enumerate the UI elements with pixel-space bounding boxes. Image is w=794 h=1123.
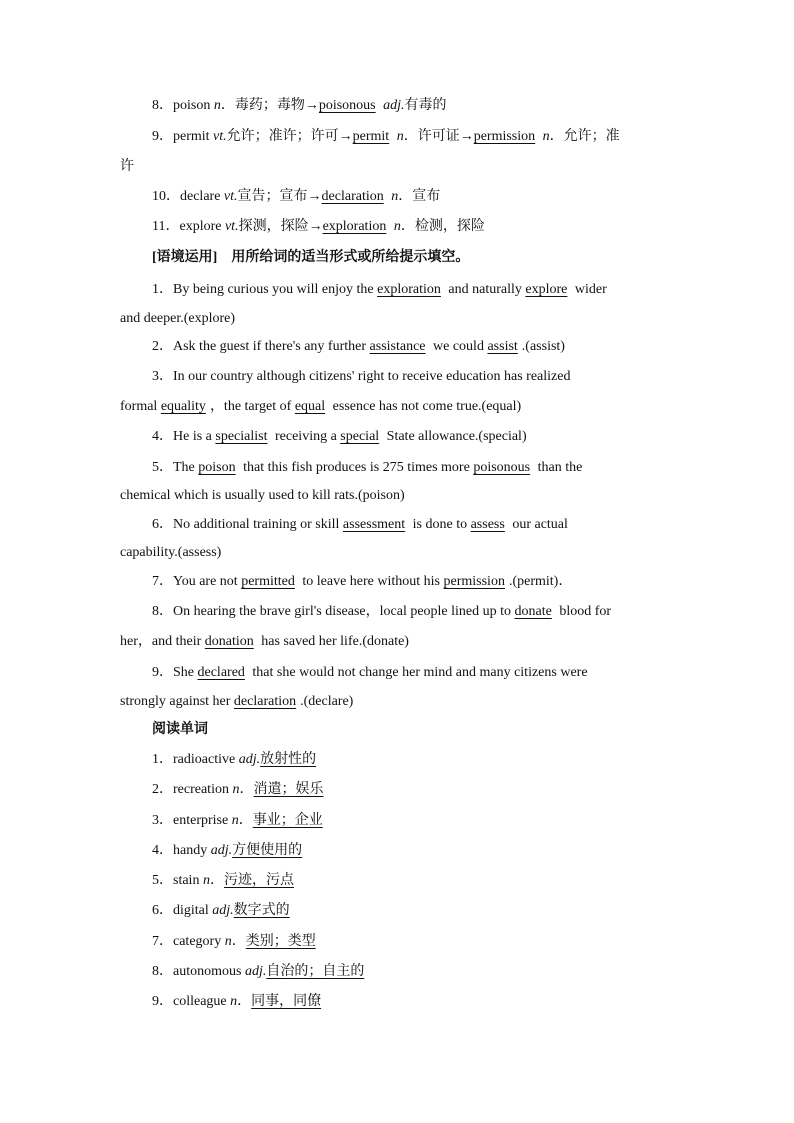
reading-word-line [152,932,320,952]
text-segment: blood for [555,604,612,619]
text-segment: ．检测，探险 [400,219,485,234]
text-segment: 许 [120,159,134,174]
answer-blank-text: assist [487,339,518,354]
answer-blank-text: assessment [342,517,406,532]
text-segment: State allowance.(special) [383,429,527,444]
text-segment: 1．By being curious you will enjoy the [152,282,378,297]
text-segment: 6．No additional training or skill [152,517,343,532]
exercise-line [152,280,607,300]
text-segment: strongly against her [120,694,234,709]
answer-blank-text: poisonous [473,460,531,475]
text-segment: ．宣布 [398,189,441,204]
part-of-speech-label: n [393,219,401,234]
reading-word-line [152,962,368,982]
exercise-line [152,572,572,592]
vocab-line [152,187,440,207]
exercise-line-continuation [120,692,353,712]
text-segment: 1．radioactive [152,752,239,767]
part-of-speech-label: adj. [212,903,234,918]
exercise-line [152,427,527,447]
part-of-speech-label: n [213,98,221,113]
answer-blank-text: permit [352,129,390,144]
text-segment: 9．She [152,665,198,680]
answer-blank-text: poison [198,460,236,475]
reading-word-line [152,901,294,921]
vocab-line-continuation [120,157,134,177]
text-segment: 3．In our country although citizens' right to receive education has realized [152,369,571,384]
answer-blank-text: 污迹，污点 [223,873,294,888]
answer-blank-text: permission [473,129,536,144]
text-segment: 8．poison [152,98,214,113]
part-of-speech-label: n [391,189,399,204]
vocab-line [152,96,447,116]
text-segment: 5．The [152,460,199,475]
text-segment: 11．explore [152,219,225,234]
text-segment: that this fish produces is 275 times more [239,460,474,475]
text-segment: 5．stain [152,873,203,888]
exercise-line [152,515,568,535]
text-segment: 9．colleague [152,994,231,1009]
reading-word-line [152,780,327,800]
text-segment: ．许可证→ [403,129,474,144]
section-heading-context: [语境运用] 用所给词的适当形式或所给提示填空。 [152,250,470,265]
exercise-line-continuation [120,543,221,563]
answer-blank-text: exploration [322,219,387,234]
text-segment: ． [239,782,254,797]
text-segment: essence has not come true.(equal) [329,399,522,414]
section-heading-reading: 阅读单词 [152,722,208,737]
text-segment: ．毒药；毒物→ [220,98,319,113]
text-segment: 有毒的 [404,98,447,113]
text-segment: 探测，探险→ [238,219,323,234]
answer-blank-text: special [340,429,380,444]
text-segment: chemical which is usually used to kill rats.(poison) [120,488,405,503]
text-segment: ，the target of [209,399,295,414]
text-segment: ． [231,934,246,949]
part-of-speech-label: vt. [223,189,238,204]
answer-blank-text: specialist [215,429,268,444]
answer-blank-text: explore [525,282,568,297]
answer-blank-text: donate [514,604,552,619]
text-segment: and deeper.(explore) [120,311,236,326]
text-segment: that she would not change her mind and many citizens were [248,665,588,680]
text-segment: 2．Ask the guest if there's any further [152,339,370,354]
reading-word-line [152,750,320,770]
answer-blank-text: exploration [377,282,441,297]
text-segment: 4．handy [152,843,211,858]
text-segment: 8．autonomous [152,964,245,979]
part-of-speech-label: adj. [210,843,233,858]
text-segment: to leave here without his [298,574,444,589]
text-segment: ． [209,873,224,888]
answer-blank-text: declaration [321,189,384,204]
part-of-speech-label: n [396,129,404,144]
text-segment: ． [237,994,252,1009]
exercise-line [152,367,570,387]
answer-blank-text: 同事，同僚 [251,994,322,1009]
exercise-line-continuation [120,397,521,417]
answer-blank-text: assistance [369,339,426,354]
text-segment: capability.(assess) [120,545,222,560]
text-segment: ． [238,813,253,828]
text-segment: 宣告；宣布→ [237,189,322,204]
vocab-line [152,217,485,237]
answer-blank-text: donation [204,634,254,649]
text-segment: 6．digital [152,903,213,918]
exercise-line-continuation [120,486,405,506]
answer-blank-text: declared [197,665,245,680]
text-segment: 4．He is a [152,429,216,444]
part-of-speech-label: adj. [383,98,405,113]
text-segment: 3．enterprise [152,813,232,828]
answer-blank-text: equality [160,399,206,414]
text-segment: we could [429,339,488,354]
text-segment: has saved her life.(donate) [257,634,409,649]
answer-blank-text: declaration [233,694,297,709]
text-segment: .(declare) [300,694,354,709]
part-of-speech-label: adj. [238,752,261,767]
text-segment: 2．recreation [152,782,233,797]
part-of-speech-label: n [202,873,210,888]
answer-blank-text: assess [470,517,505,532]
exercise-line [152,663,588,683]
text-segment: .(permit)． [508,574,573,589]
part-of-speech-label: n [230,994,238,1009]
part-of-speech-label: n [232,782,240,797]
answer-blank-text: 消遣；娱乐 [253,782,324,797]
answer-blank-text: 事业；企业 [252,813,323,828]
exercise-line [152,602,611,622]
reading-word-line [152,811,327,831]
text-segment: 10．declare [152,189,224,204]
text-segment: .(assist) [521,339,565,354]
part-of-speech-label: vt. [224,219,239,234]
answer-blank-text: poisonous [318,98,376,113]
text-segment: is done to [409,517,471,532]
text-segment: receiving a [271,429,341,444]
answer-blank-text: 数字式的 [233,903,290,918]
answer-blank-text: 类别；类型 [245,934,316,949]
answer-blank-text: 自治的；自主的 [266,964,365,979]
text-segment: 9．permit [152,129,214,144]
text-segment: wider [571,282,607,297]
text-segment: 7．You are not [152,574,242,589]
reading-word-line [152,841,306,861]
part-of-speech-label: n [224,934,232,949]
text-segment: 7．category [152,934,225,949]
exercise-line-continuation [120,309,235,329]
answer-blank-text: equal [294,399,326,414]
reading-word-line [152,871,298,891]
exercise-line [152,458,582,478]
text-segment: 允许；准许；许可→ [226,129,353,144]
exercise-line-continuation [120,632,409,652]
text-segment: ．允许；准 [549,129,620,144]
text-segment: formal [120,399,161,414]
reading-word-line [152,992,325,1012]
exercise-line [152,337,565,357]
answer-blank-text: 方便使用的 [232,843,303,858]
text-segment: and naturally [444,282,526,297]
part-of-speech-label: vt. [213,129,227,144]
part-of-speech-label: n [231,813,239,828]
text-segment: her，and their [120,634,205,649]
vocab-line [152,127,620,147]
text-segment: 8．On hearing the brave girl's disease，local people lined up to [152,604,515,619]
part-of-speech-label: n [542,129,550,144]
part-of-speech-label: adj. [244,964,267,979]
answer-blank-text: permission [443,574,505,589]
answer-blank-text: permitted [241,574,295,589]
text-segment: our actual [508,517,568,532]
answer-blank-text: 放射性的 [260,752,317,767]
text-segment: than the [534,460,583,475]
